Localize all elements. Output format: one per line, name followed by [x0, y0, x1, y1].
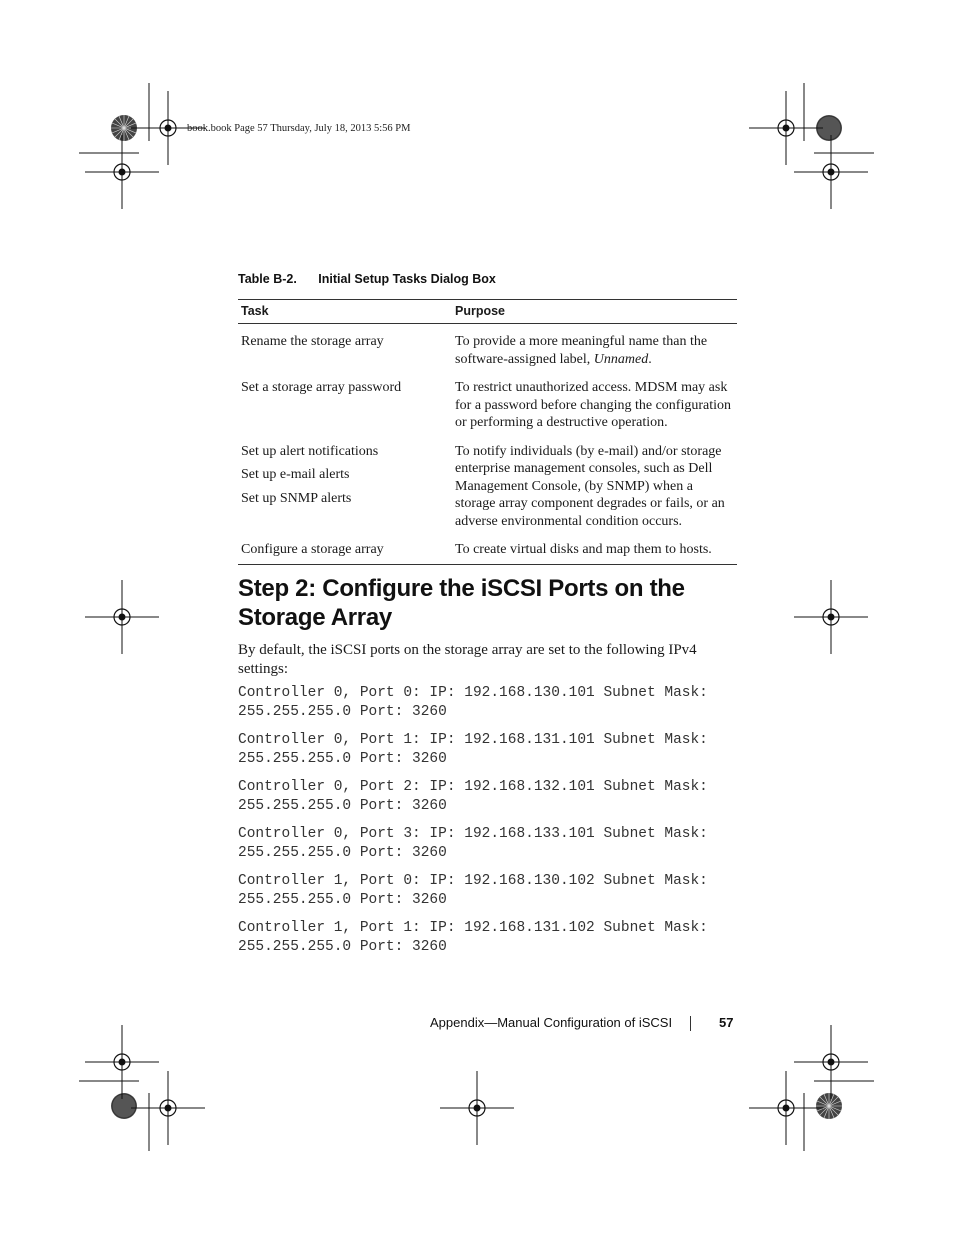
table-row	[238, 532, 737, 564]
port-setting	[238, 825, 748, 872]
task-text: Set up SNMP alerts	[241, 490, 352, 506]
page-number: 57	[719, 1015, 734, 1030]
purpose-text: To restrict unauthorized access. MDSM may ask for a password before changing the configuration or performing a destructive operation.	[455, 380, 732, 430]
task-text: Set up e-mail alerts	[241, 467, 350, 482]
port-setting-line: Controller 0, Port 0: IP: 192.168.130.101 Subnet Mask:	[238, 685, 708, 701]
purpose-text: To provide a more meaningful name than the software-assigned label,	[455, 334, 708, 367]
purpose-cell	[452, 370, 737, 434]
purpose-cell	[452, 434, 737, 533]
port-setting-line: Controller 0, Port 2: IP: 192.168.132.101 Subnet Mask:	[238, 779, 708, 795]
port-setting	[238, 872, 748, 919]
port-setting-line: Controller 1, Port 0: IP: 192.168.130.102 Subnet Mask:	[238, 873, 708, 889]
task-text: Configure a storage array	[241, 542, 384, 557]
intro-paragraph: By default, the iSCSI ports on the storage array are set to the following IPv4 settings:	[238, 642, 697, 677]
table-row	[238, 434, 737, 533]
table-title: Initial Setup Tasks Dialog Box	[318, 272, 496, 286]
purpose-cell	[452, 532, 737, 564]
table-row	[238, 324, 737, 371]
task-cell	[238, 324, 452, 371]
table-label: Table B-2.	[238, 272, 297, 286]
footer-section-title: Appendix—Manual Configuration of iSCSI	[430, 1015, 673, 1030]
section-heading: Step 2: Configure the iSCSI Ports on the Storage Array	[238, 575, 685, 631]
purpose-tail: .	[648, 351, 652, 367]
port-setting-line: 255.255.255.0 Port: 3260	[238, 751, 447, 767]
table-row	[238, 370, 737, 434]
table-caption	[238, 272, 496, 286]
port-setting	[238, 919, 748, 966]
task-cell	[238, 434, 452, 533]
port-setting-line: 255.255.255.0 Port: 3260	[238, 845, 447, 861]
column-header-task: Task	[238, 300, 452, 324]
task-text: Set a storage array password	[241, 380, 402, 395]
port-setting	[238, 731, 748, 778]
port-setting-line: 255.255.255.0 Port: 3260	[238, 798, 447, 814]
port-setting-line: Controller 0, Port 1: IP: 192.168.131.101 Subnet Mask:	[238, 732, 708, 748]
print-slug: book.book Page 57 Thursday, July 18, 2013 5:56 PM	[187, 123, 411, 134]
footer-divider	[690, 1016, 691, 1031]
table-header-row	[238, 300, 737, 324]
port-setting	[238, 684, 748, 731]
port-settings-list	[238, 684, 748, 966]
purpose-emphasis: Unnamed	[593, 351, 649, 367]
purpose-text: To notify individuals (by e-mail) and/or storage enterprise management consoles, such as Dell Management Console, (by SNMP) when a storage array component degrades or fails, or an adverse environmental condition occurs.	[455, 443, 725, 529]
purpose-text: To create virtual disks and map them to hosts.	[455, 542, 712, 557]
task-cell	[238, 532, 452, 564]
setup-tasks-table	[238, 299, 737, 565]
port-setting	[238, 778, 748, 825]
port-setting-line: Controller 0, Port 3: IP: 192.168.133.101 Subnet Mask:	[238, 826, 708, 842]
port-setting-line: 255.255.255.0 Port: 3260	[238, 892, 447, 908]
purpose-cell	[452, 324, 737, 371]
column-header-purpose: Purpose	[452, 300, 737, 324]
port-setting-line: Controller 1, Port 1: IP: 192.168.131.102 Subnet Mask:	[238, 920, 708, 936]
port-setting-line: 255.255.255.0 Port: 3260	[238, 939, 447, 955]
port-setting-line: 255.255.255.0 Port: 3260	[238, 704, 447, 720]
running-footer	[430, 1015, 672, 1030]
task-cell	[238, 370, 452, 434]
task-text: Set up alert notifications	[241, 443, 379, 459]
task-text: Rename the storage array	[241, 334, 384, 349]
